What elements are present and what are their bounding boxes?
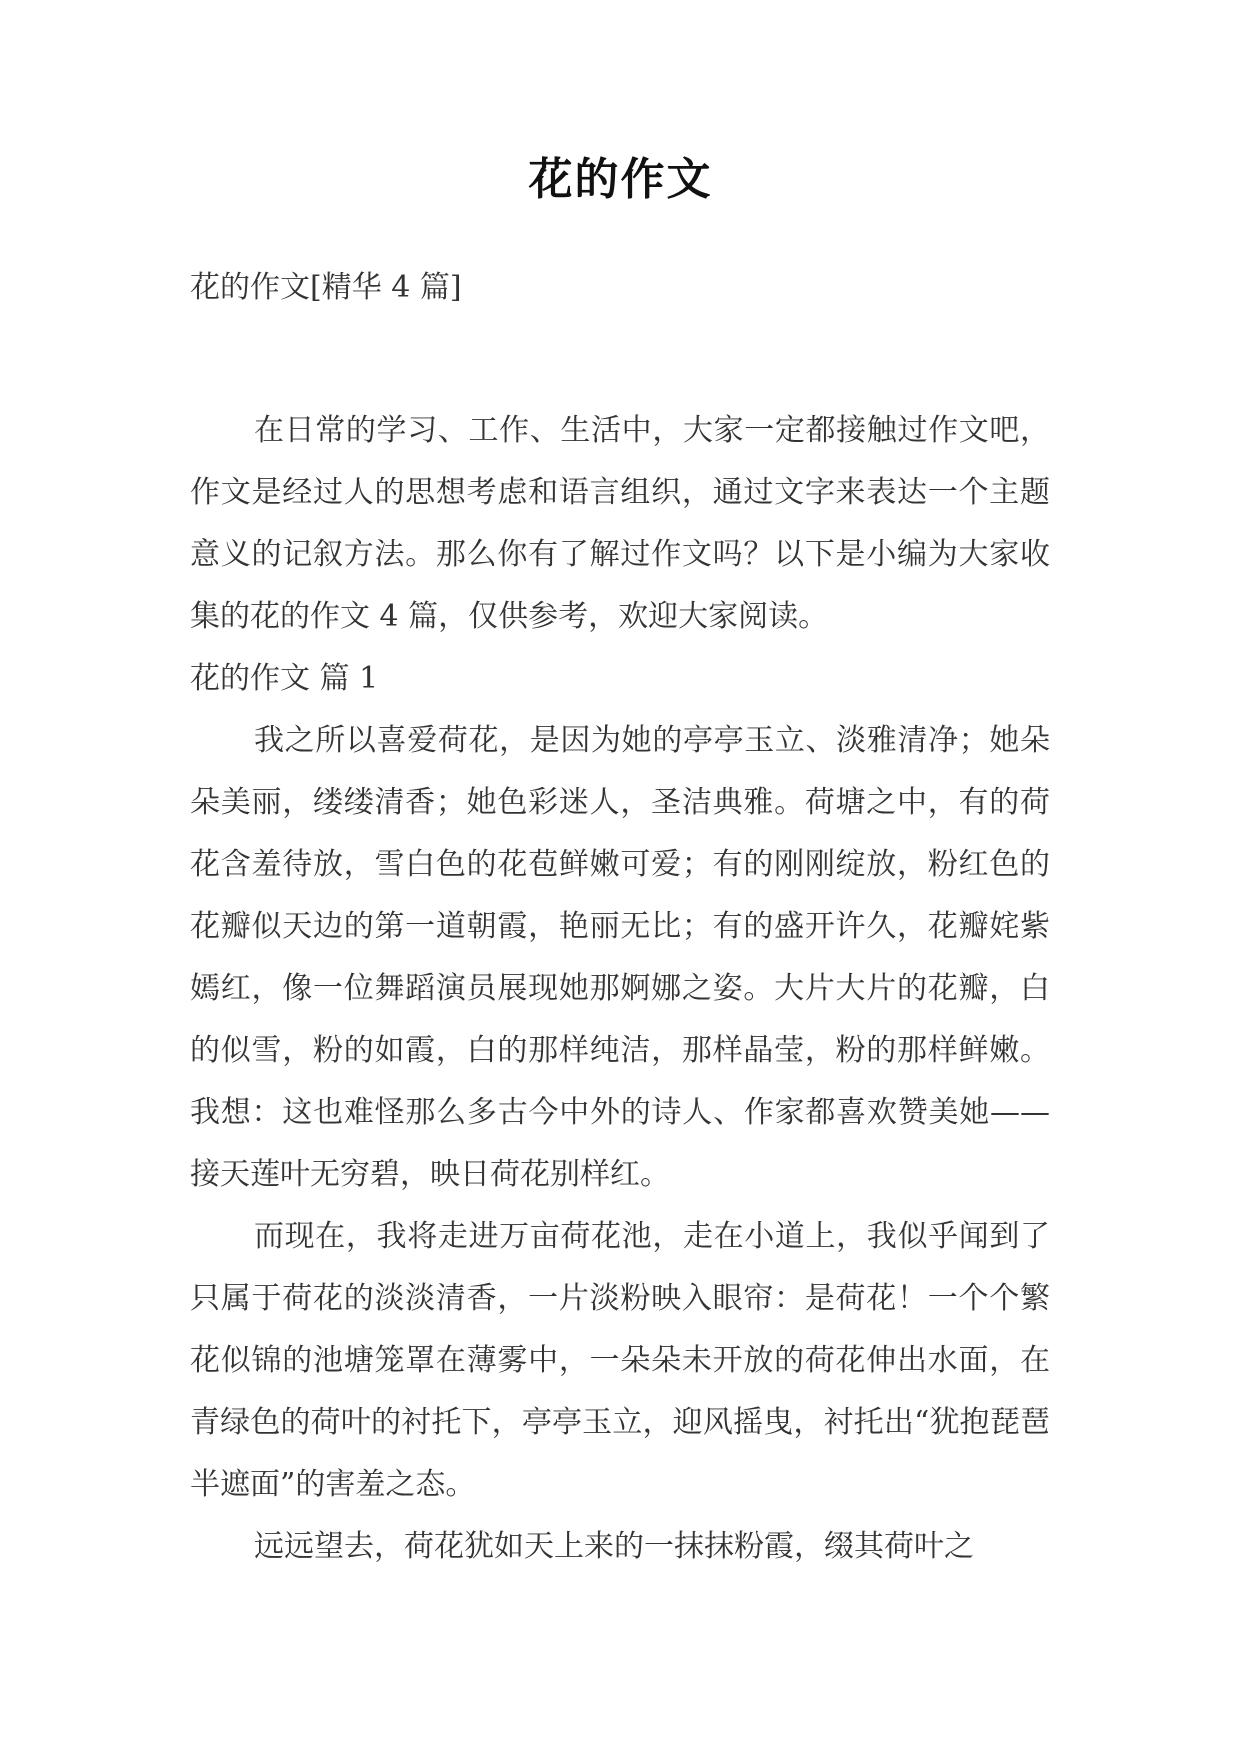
section-heading: 花的作文 篇 1 bbox=[190, 661, 379, 696]
body-paragraph: 远远望去，荷花犹如天上来的一抹抹粉霞，缀其荷叶之 bbox=[254, 1529, 974, 1564]
body-paragraph: 我之所以喜爱荷花，是因为她的亭亭玉立、淡雅清净；她朵朵美丽，缕缕清香；她色彩迷人，圣洁典雅。荷塘之中，有的荷花含羞待放，雪白色的花苞鲜嫩可爱；有的刚刚绽放，粉红色的花瓣似天边的第一道朝霞，艳丽无比；有的盛开许久，花瓣姹紫嫣红，像一位舞蹈演员展现她那婀娜之姿。大片大片的花瓣，白的似雪，粉的如霞，白的那样纯洁，那样晶莹，粉的那样鲜嫩。我想：这也难怪那么多古今中外的诗人、作家都喜欢赞美她——接天莲叶无穷碧，映日荷花别样红。 bbox=[190, 723, 1050, 1192]
document-title: 花的作文 bbox=[528, 154, 713, 205]
document-body bbox=[190, 400, 1050, 1578]
body-paragraph: 而现在，我将走进万亩荷花池，走在小道上，我似乎闻到了只属于荷花的淡淡清香，一片淡粉映入眼帘：是荷花！一个个繁花似锦的池塘笼罩在薄雾中，一朵朵未开放的荷花伸出水面，在青绿色的荷叶的衬托下，亭亭玉立，迎风摇曳，衬托出“犹抱琵琶半遮面”的害羞之态。 bbox=[190, 1219, 1050, 1502]
intro-paragraph: 在日常的学习、工作、生活中，大家一定都接触过作文吧，作文是经过人的思想考虑和语言组织，通过文字来表达一个主题意义的记叙方法。那么你有了解过作文吗？以下是小编为大家收集的花的作文 4 篇，仅供参考，欢迎大家阅读。 bbox=[190, 413, 1050, 634]
document-subtitle: 花的作文[精华 4 篇] bbox=[190, 270, 462, 305]
